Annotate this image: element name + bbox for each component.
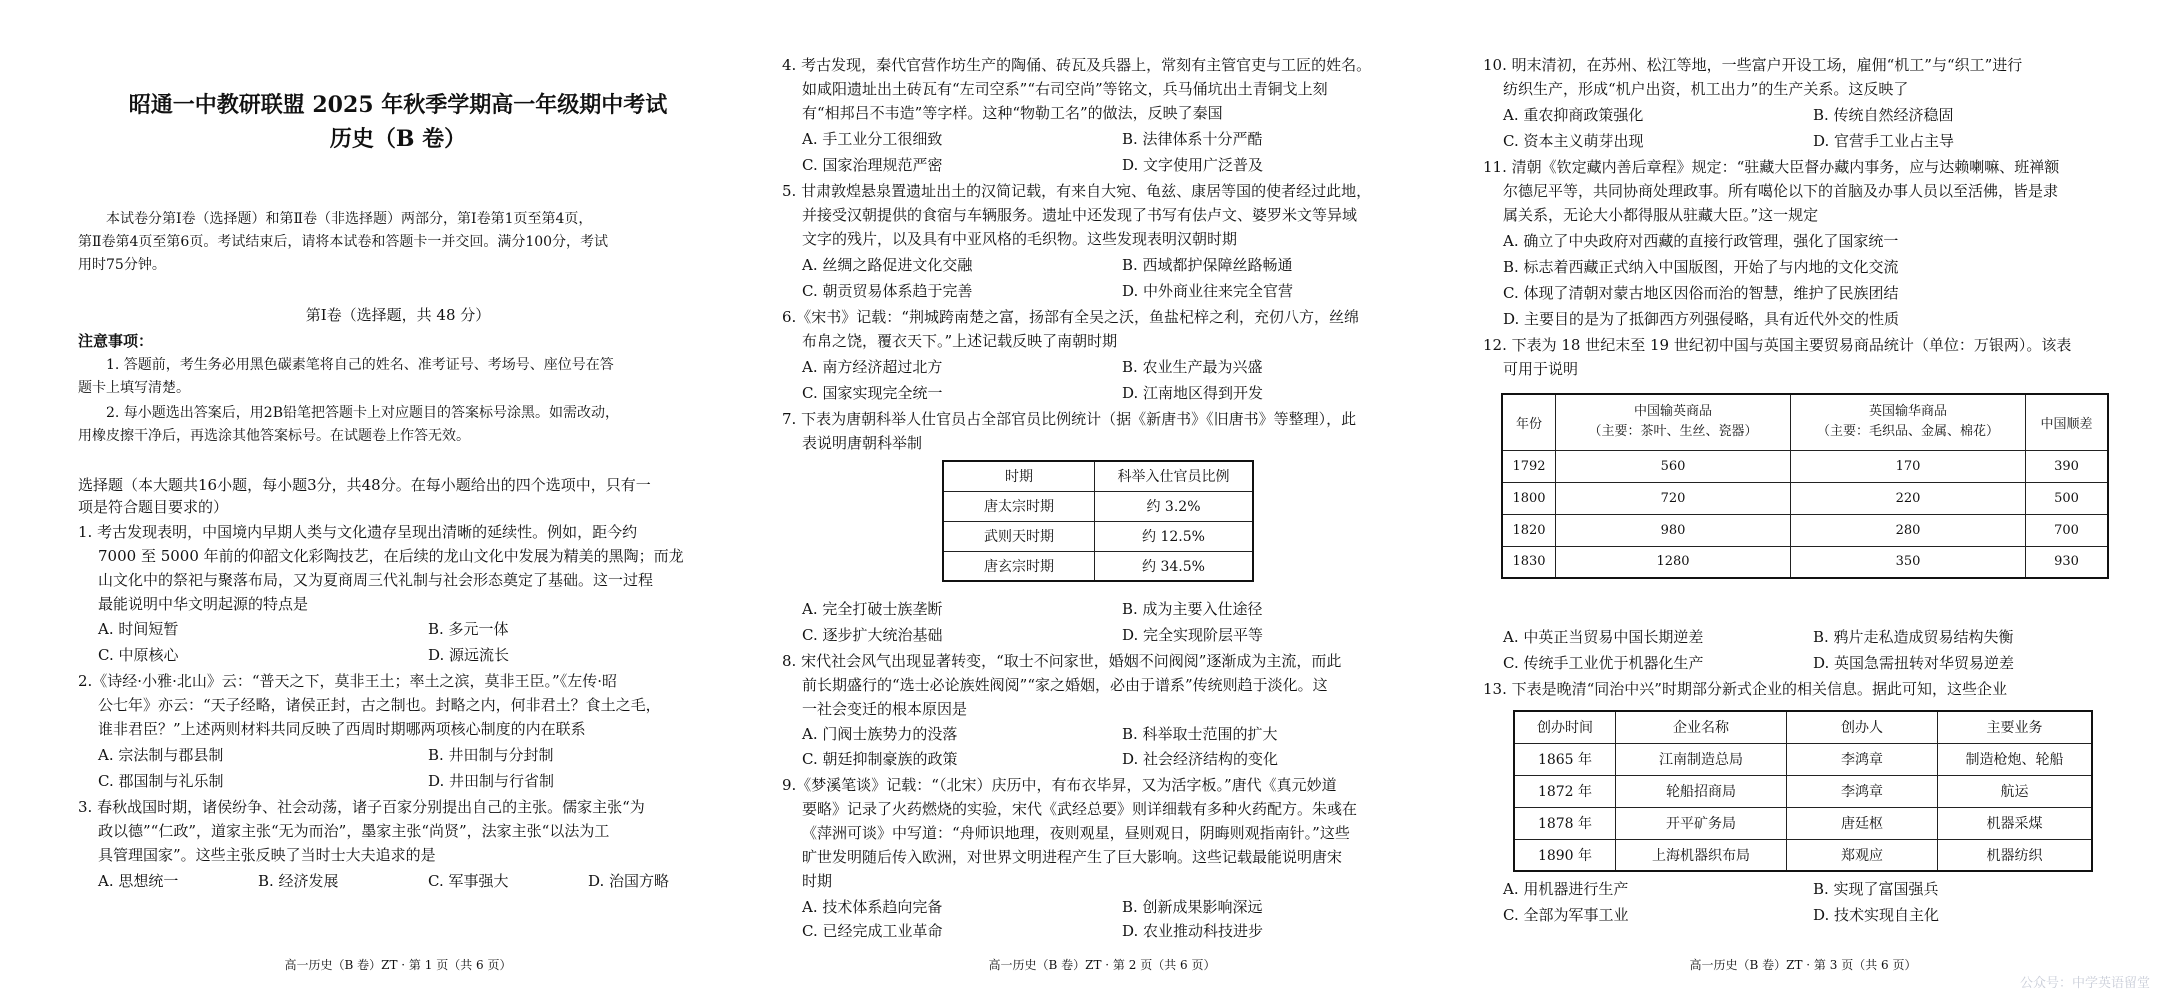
question-stem: 13. 下表是晚清“同治中兴”时期部分新式企业的相关信息。据此可知，这些企业 [1483,680,2007,698]
option-a[interactable]: A. 时间短暂 [98,620,179,638]
table-cell: 980 [1556,514,1791,546]
table-cell: 约 12.5% [1095,521,1254,551]
table-row [1502,546,2108,578]
table-cell: 1830 [1502,546,1556,578]
table-cell: 350 [1791,546,2026,578]
option-a[interactable]: A. 丝绸之路促进文化交融 [802,256,973,274]
table-cell: 郑观应 [1787,839,1938,871]
question-stem: 可用于说明 [1503,360,1579,378]
question-stem: 9.《梦溪笔谈》记载：“（北宋）庆历中，有布衣毕昇，又为活字板。”唐代《真元妙道 [782,776,1337,794]
option-c[interactable]: C. 已经完成工业革命 [802,922,943,940]
table-cell: 1280 [1556,546,1791,578]
page-footer: 高一历史（B 卷）ZT · 第 2 页（共 6 页） [988,958,1216,972]
question-stem: 7. 下表为唐朝科举人仕官员占全部官员比例统计（据《新唐书》《旧唐书》等整理），此 [782,410,1357,428]
question-stem: 如咸阳遗址出土砖瓦有“左司空系”“右司空尚”等铭文，兵马俑坑出土青铜戈上刻 [802,80,1328,98]
question-stem: 6.《宋书》记载：“荆城跨南楚之富，扬部有全吴之沃，鱼盐杞梓之利，充仞八方，丝绵 [782,308,1359,326]
question-stem: 尔德尼平等，共同协商处理政事。所有噶伦以下的首脑及办事人员以至活佛，皆是隶 [1503,182,2059,200]
option-d[interactable]: D. 源远流长 [428,646,510,664]
option-b[interactable]: B. 多元一体 [428,620,509,638]
question-stem: 7000 至 5000 年前的仰韶文化彩陶技艺，在后续的龙山文化中发展为精美的黑陶；而龙 [98,547,684,565]
choice-lead: 选择题（本大题共16小题，每小题3分，共48分。在每小题给出的四个选项中，只有一 [78,476,651,494]
question-stem: 5. 甘肃敦煌悬泉置遗址出土的汉简记载，有来自大宛、龟兹、康居等国的使者经过此地， [782,182,1372,200]
option-a[interactable]: A. 技术体系趋向完备 [802,898,943,916]
option-d[interactable]: D. 文字使用广泛普及 [1122,156,1264,174]
option-c[interactable]: C. 资本主义萌芽出现 [1503,132,1644,150]
table-cell: 上海机器织布局 [1616,839,1787,871]
intro-line: 本试卷分第Ⅰ卷（选择题）和第Ⅱ卷（非选择题）两部分，第Ⅰ卷第1页至第4页， [106,211,593,227]
option-c[interactable]: C. 中原核心 [98,646,179,664]
question-stem: 前长期盛行的“选士必论族姓阀阅”“家之婚姻，必由于谱系”传统则趋于淡化。这 [802,676,1328,694]
notice-line: 用橡皮擦干净后，再选涂其他答案标号。在试题卷上作答无效。 [78,428,470,444]
option-c[interactable]: C. 体现了清朝对蒙古地区因俗而治的智慧，维护了民族团结 [1503,284,1899,302]
table-cell: 机器纺织 [1938,839,2093,871]
table-cell: 1890 年 [1514,839,1616,871]
question-stem: 4. 考古发现，秦代官营作坊生产的陶俑、砖瓦及兵器上，常刻有主管官吏与工匠的姓名。 [782,56,1372,74]
question-stem: 布帛之饶，覆衣天下。”上述记载反映了南朝时期 [802,332,1118,350]
question-stem: 2.《诗经·小雅·北山》云：“普天之下，莫非王土；率土之滨，莫非王臣。”《左传·昭 [78,672,617,690]
question-stem: 具管理国家”。这些主张反映了当时士大夫追求的是 [98,846,436,864]
table-row [1514,807,2092,839]
option-d[interactable]: D. 井田制与行省制 [428,772,555,790]
option-b[interactable]: B. 实现了富国强兵 [1813,880,1939,898]
option-c[interactable]: C. 朝贡贸易体系趋于完善 [802,282,973,300]
option-a[interactable]: A. 确立了中央政府对西藏的直接行政管理，强化了国家统一 [1503,232,1899,250]
option-d[interactable]: D. 完全实现阶层平等 [1122,626,1264,644]
table-cell: 930 [2026,546,2109,578]
q7-table [942,460,1254,582]
option-c[interactable]: C. 逐步扩大统治基础 [802,626,943,644]
intro-line: 第Ⅱ卷第4页至第6页。考试结束后，请将本试卷和答题卡一并交回。满分100分，考试 [78,234,609,250]
table-header [1791,394,2026,450]
notice-line: 题卡上填写清楚。 [78,380,190,396]
table-cell: 1820 [1502,514,1556,546]
table-cell: 唐廷枢 [1787,807,1938,839]
table-cell: 李鸿章 [1787,743,1938,775]
header-line: （主要：毛织品、金属、棉花） [1816,424,1999,440]
option-d[interactable]: D. 英国急需扭转对华贸易逆差 [1813,654,2015,672]
table-header: 创办时间 [1514,711,1616,743]
option-c[interactable]: C. 传统手工业优于机器化生产 [1503,654,1704,672]
option-d[interactable]: D. 中外商业往来完全官营 [1122,282,1294,300]
question-stem: 山文化中的祭祀与聚落布局，又为夏商周三代礼制与社会形态奠定了基础。这一过程 [98,571,654,589]
header-line: （主要：茶叶、生丝、瓷器） [1588,424,1758,440]
option-a[interactable]: A. 思想统一 [98,872,179,890]
option-c[interactable]: C. 全部为军事工业 [1503,906,1629,924]
table-row [943,491,1253,521]
question-stem: 属关系，无论大小都得服从驻藏大臣。”这一规定 [1503,206,1819,224]
table-cell: 560 [1556,450,1791,482]
page-footer: 高一历史（B 卷）ZT · 第 1 页（共 6 页） [284,958,512,972]
table-header: 时期 [943,461,1095,491]
notice-line: 2. 每小题选出答案后，用2B铅笔把答题卡上对应题目的答案标号涂黑。如需改动， [106,405,620,421]
option-a[interactable]: A. 用机器进行生产 [1503,880,1629,898]
exam-title: 昭通一中教研联盟 2025 年秋季学期高一年级期中考试 [128,92,668,118]
page-3 [1483,0,2123,1002]
option-b[interactable]: B. 成为主要入仕途径 [1122,600,1263,618]
option-b[interactable]: B. 传统自然经济稳固 [1813,106,1954,124]
question-stem: 要略》记录了火药燃烧的实验，宋代《武经总要》则详细载有多种火药配方。朱彧在 [802,800,1358,818]
option-b[interactable]: B. 井田制与分封制 [428,746,554,764]
table-cell: 500 [2026,482,2109,514]
option-d[interactable]: D. 官营手工业占主导 [1813,132,1955,150]
table-header: 中国顺差 [2026,394,2109,450]
table-cell: 700 [2026,514,2109,546]
option-a[interactable]: A. 中英正当贸易中国长期逆差 [1503,628,1704,646]
table-header [1556,394,1791,450]
table-cell: 390 [2026,450,2109,482]
option-b[interactable]: B. 创新成果影响深远 [1122,898,1263,916]
table-cell: 1800 [1502,482,1556,514]
question-stem: 1. 考古发现表明，中国境内早期人类与文化遗存呈现出清晰的延续性。例如，距今约 [78,523,638,541]
table-header: 企业名称 [1616,711,1787,743]
table-cell: 170 [1791,450,2026,482]
page-2 [782,0,1422,1002]
option-b[interactable]: B. 西域都护保障丝路畅通 [1122,256,1293,274]
option-c[interactable]: C. 国家实现完全统一 [802,384,943,402]
question-stem: 表说明唐朝科举制 [802,434,923,452]
question-stem: 文字的残片，以及具有中亚风格的毛织物。这些发现表明汉朝时期 [802,230,1238,248]
question-stem: 有“相邦吕不韦造”等字样。这种“物勒工名”的做法，反映了秦国 [802,104,1223,122]
table-header: 创办人 [1787,711,1938,743]
table-row [1514,743,2092,775]
option-a[interactable]: A. 完全打破士族垄断 [802,600,943,618]
question-stem: 8. 宋代社会风气出现显著转变，“取士不问家世，婚姻不问阀阅”逐渐成为主流，而此 [782,652,1342,670]
notice-line: 1. 答题前，考生务必用黑色碳素笔将自己的姓名、准考证号、考场号、座位号在答 [106,357,614,373]
table-row [1502,514,2108,546]
table-row [943,521,1253,551]
q13-table [1513,710,2093,872]
table-cell: 机器采煤 [1938,807,2093,839]
option-d[interactable]: D. 农业推动科技进步 [1122,922,1264,940]
question-stem: 政以德”“仁政”，道家主张“无为而治”，墨家主张“尚贤”，法家主张“以法为工 [98,822,610,840]
question-stem: 时期 [802,872,833,890]
table-cell: 开平矿务局 [1616,807,1787,839]
question-stem: 《萍洲可谈》中写道：“舟师识地理，夜则观星，昼则观日，阴晦则观指南针。”这些 [802,824,1350,842]
option-d[interactable]: D. 技术实现自主化 [1813,906,1940,924]
option-b[interactable]: B. 法律体系十分严酷 [1122,130,1263,148]
header-line: 中国输英商品 [1633,404,1712,420]
table-cell: 280 [1791,514,2026,546]
notice-title: 注意事项： [78,332,154,350]
table-cell: 1878 年 [1514,807,1616,839]
option-c[interactable]: C. 朝廷抑制豪族的政策 [802,750,958,768]
page-1 [78,0,718,1002]
option-d[interactable]: D. 治国方略 [588,872,670,890]
question-stem: 12. 下表为 18 世纪末至 19 世纪初中国与英国主要贸易商品统计（单位：万银两）。该表 [1483,336,2072,354]
watermark: 公众号：中学英语留堂 [2019,976,2150,991]
option-b[interactable]: B. 经济发展 [258,872,339,890]
table-cell: 李鸿章 [1787,775,1938,807]
question-stem: 10. 明末清初，在苏州、松江等地，一些富户开设工场，雇佣“机工”与“织工”进行 [1483,56,2023,74]
option-b[interactable]: B. 农业生产最为兴盛 [1122,358,1263,376]
table-cell: 220 [1791,482,2026,514]
question-stem: 并接受汉朝提供的食宿与车辆服务。遗址中还发现了书写有佉卢文、婆罗米文等异域 [802,206,1358,224]
option-b[interactable]: B. 科举取士范围的扩大 [1122,725,1278,743]
option-d[interactable]: D. 江南地区得到开发 [1122,384,1264,402]
option-b[interactable]: B. 标志着西藏正式纳入中国版图，开始了与内地的文化交流 [1503,258,1899,276]
option-c[interactable]: C. 国家治理规范严密 [802,156,943,174]
table-header: 科举入仕官员比例 [1095,461,1254,491]
option-c[interactable]: C. 军事强大 [428,872,509,890]
option-a[interactable]: A. 手工业分工很细致 [802,130,943,148]
question-stem: 一社会变迁的根本原因是 [802,700,968,718]
option-b[interactable]: B. 鸦片走私造成贸易结构失衡 [1813,628,2014,646]
header-line: 英国输华商品 [1868,404,1947,420]
option-d[interactable]: D. 社会经济结构的变化 [1122,750,1279,768]
question-stem: 公七年》亦云：“天子经略，诸侯正封，古之制也。封略之内，何非君土？食土之毛， [98,696,661,714]
option-a[interactable]: A. 南方经济超过北方 [802,358,943,376]
option-d[interactable]: D. 主要目的是为了抵御西方列强侵略，具有近代外交的性质 [1503,310,1900,328]
table-header: 年份 [1502,394,1556,450]
table-cell: 约 34.5% [1095,551,1254,581]
q12-table [1501,393,2109,579]
table-cell: 制造枪炮、轮船 [1938,743,2093,775]
option-a[interactable]: A. 宗法制与郡县制 [98,746,224,764]
option-a[interactable]: A. 门阀士族势力的没落 [802,725,958,743]
exam-subtitle: 历史（B 卷） [329,126,467,152]
table-cell: 约 3.2% [1095,491,1254,521]
page-footer: 高一历史（B 卷）ZT · 第 3 页（共 6 页） [1689,958,1917,972]
option-c[interactable]: C. 郡国制与礼乐制 [98,772,224,790]
intro-line: 用时75分钟。 [78,257,166,273]
table-cell: 航运 [1938,775,2093,807]
table-row [1514,839,2092,871]
table-row [1502,450,2108,482]
table-row [943,551,1253,581]
table-cell: 1792 [1502,450,1556,482]
table-cell: 唐太宗时期 [943,491,1095,521]
table-cell: 江南制造总局 [1616,743,1787,775]
choice-lead: 项是符合题目要求的） [78,498,229,516]
table-header: 主要业务 [1938,711,2093,743]
table-row [1514,775,2092,807]
question-stem: 11. 清朝《钦定藏内善后章程》规定：“驻藏大臣督办藏内事务，应与达赖喇嘛、班禅额 [1483,158,2060,176]
question-stem: 旷世发明随后传入欧洲，对世界文明进程产生了巨大影响。这些记载最能说明唐宋 [802,848,1343,866]
table-cell: 720 [1556,482,1791,514]
table-cell: 唐玄宗时期 [943,551,1095,581]
table-cell: 轮船招商局 [1616,775,1787,807]
question-stem: 3. 春秋战国时期，诸侯纷争、社会动荡，诸子百家分别提出自己的主张。儒家主张“为 [78,798,645,816]
table-cell: 武则天时期 [943,521,1095,551]
option-a[interactable]: A. 重农抑商政策强化 [1503,106,1644,124]
table-row [1502,482,2108,514]
question-stem: 最能说明中华文明起源的特点是 [98,595,309,613]
table-cell: 1865 年 [1514,743,1616,775]
section-heading: 第Ⅰ卷（选择题，共 48 分） [305,306,491,324]
question-stem: 纺织生产，形成“机户出资，机工出力”的生产关系。这反映了 [1503,80,1909,98]
table-cell: 1872 年 [1514,775,1616,807]
question-stem: 谁非君臣？”上述两则材料共同反映了西周时期哪两项核心制度的内在联系 [98,720,586,738]
